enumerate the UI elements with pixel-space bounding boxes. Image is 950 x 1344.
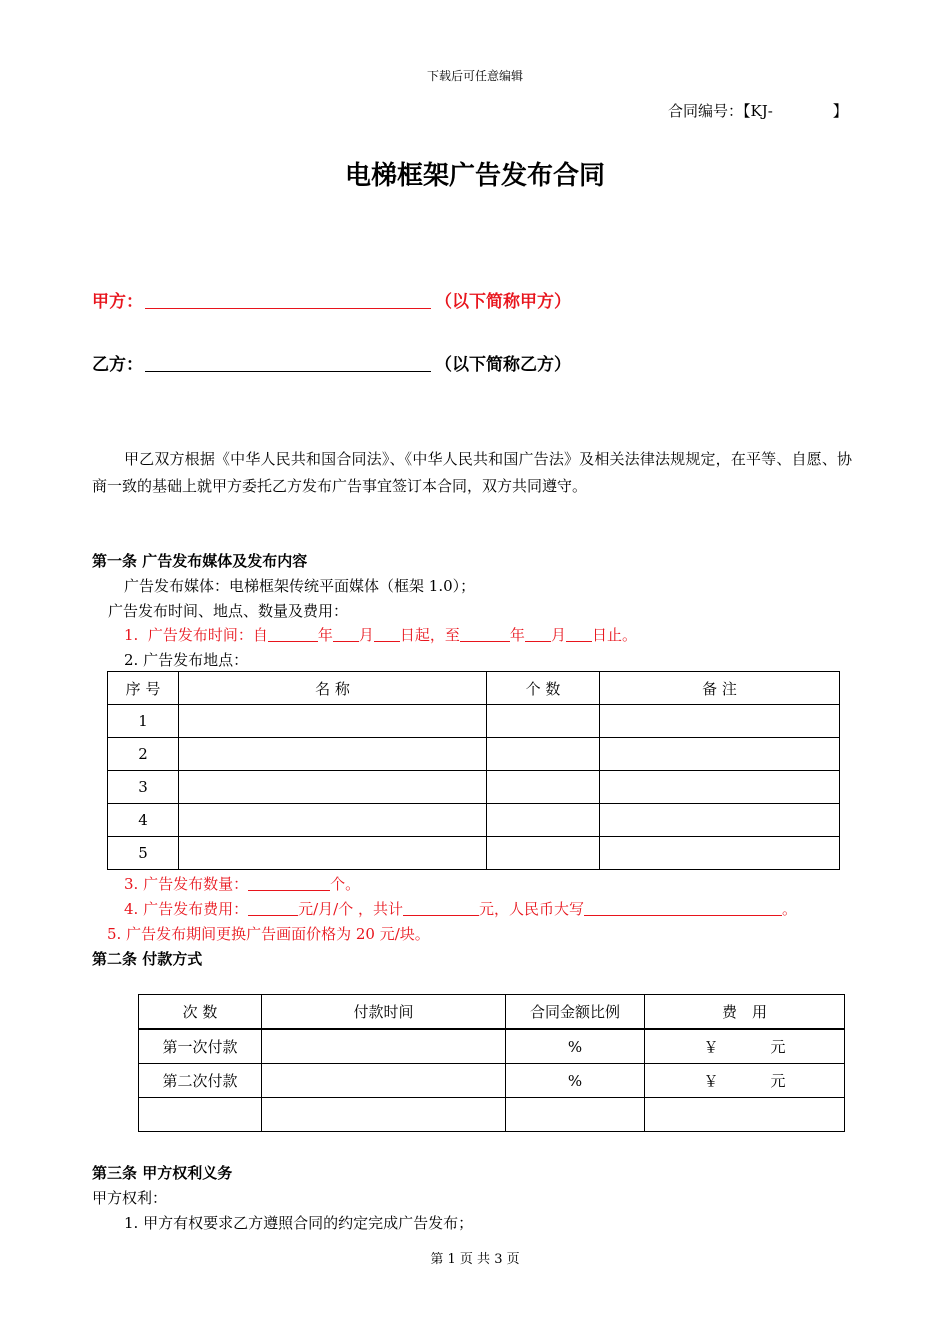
item1-num: 1. [124, 626, 139, 644]
article1-media: 广告发布媒体：电梯框架传统平面媒体（框架 1.0）； [124, 577, 476, 595]
col-header-fee: 费 用 [645, 995, 845, 1030]
row-seq: 5 [108, 837, 179, 870]
item3-b: 个。 [330, 875, 361, 893]
table-row [108, 771, 840, 804]
location-table-header [108, 672, 840, 705]
payment-time-cell[interactable] [262, 1098, 506, 1132]
col-header-remark: 备 注 [600, 672, 840, 705]
item1-blank-year1 [268, 627, 318, 642]
name-cell[interactable] [179, 804, 487, 837]
table-row [139, 1064, 845, 1098]
item4-b: 元/月/个 ，共计 [298, 900, 403, 918]
item4-a: 4. 广告发布费用： [124, 900, 249, 918]
table-row [108, 837, 840, 870]
name-cell[interactable] [179, 738, 487, 771]
item1-b: 年 [317, 626, 333, 644]
contract-number: 合同编号：【KJ- 】 [668, 102, 848, 120]
name-cell[interactable] [179, 771, 487, 804]
article1-item2: 2. 广告发布地点： [124, 651, 249, 669]
table-row [108, 705, 840, 738]
payment-table [138, 994, 845, 1132]
count-cell[interactable] [487, 738, 600, 771]
item3-blank [248, 876, 330, 891]
item3-a: 3. 广告发布数量： [124, 875, 249, 893]
item1-blank-year2 [460, 627, 510, 642]
col-header-seq: 序 号 [108, 672, 179, 705]
page-footer: 第 1 页 共 3 页 [430, 1252, 520, 1267]
article3-heading: 第三条 甲方权利义务 [92, 1164, 233, 1182]
remark-cell[interactable] [600, 804, 840, 837]
item1-blank-day1 [374, 627, 400, 642]
item1-blank-month2 [525, 627, 551, 642]
intro-paragraph: 甲乙双方根据《中华人民共和国合同法》、《中华人民共和国广告法》及相关法律法规规定，在平等、自愿、协商一致的基础上就甲方委托乙方发布广告事宜签订本合同，双方共同遵守。 [92, 450, 852, 495]
location-table [107, 671, 840, 870]
table-row [139, 1098, 845, 1132]
payment-label: 第二次付款 [139, 1064, 262, 1098]
name-cell[interactable] [179, 705, 487, 738]
row-seq: 1 [108, 705, 179, 738]
payment-label-empty[interactable] [139, 1098, 262, 1132]
payment-percent-cell[interactable] [506, 1098, 645, 1132]
article3-rights: 甲方权利： [92, 1189, 168, 1207]
article2-heading: 第二条 付款方式 [92, 950, 203, 968]
item1-a: 广告发布时间：自 [147, 626, 268, 644]
article1-heading: 第一条 广告发布媒体及发布内容 [92, 552, 308, 570]
item1-blank-month1 [333, 627, 359, 642]
count-cell[interactable] [487, 705, 600, 738]
payment-percent-cell[interactable]: % [506, 1064, 645, 1098]
col-header-ratio: 合同金额比例 [506, 995, 645, 1030]
item1-c: 月 [358, 626, 374, 644]
payment-fee-cell[interactable] [645, 1064, 845, 1098]
remark-cell[interactable] [600, 705, 840, 738]
row-seq: 3 [108, 771, 179, 804]
page-title: 电梯框架广告发布合同 [344, 161, 605, 191]
article3-item1: 1. 甲方有权要求乙方遵照合同的约定完成广告发布； [124, 1214, 474, 1232]
payment-time-cell[interactable] [262, 1029, 506, 1064]
table-row [108, 804, 840, 837]
col-header-name: 名 称 [179, 672, 487, 705]
col-header-times: 次 数 [139, 995, 262, 1030]
name-cell[interactable] [179, 837, 487, 870]
party-b-label: 乙方： [92, 355, 143, 375]
party-a-line [92, 287, 571, 312]
party-b-line [92, 350, 571, 375]
remark-cell[interactable] [600, 771, 840, 804]
item1-g: 日止。 [591, 626, 637, 644]
col-header-pay-time: 付款时间 [262, 995, 506, 1030]
yuan-unit: 元 [770, 1072, 786, 1090]
party-a-suffix: （以下简称甲方） [435, 292, 571, 312]
payment-fee-cell[interactable] [645, 1098, 845, 1132]
header-note: 下载后可任意编辑 [426, 69, 523, 83]
party-a-blank [145, 292, 431, 309]
item4-blank-total [403, 901, 479, 916]
payment-percent-cell[interactable]: % [506, 1029, 645, 1064]
yen-sign: ￥ [703, 1072, 719, 1090]
row-seq: 2 [108, 738, 179, 771]
payment-time-cell[interactable] [262, 1064, 506, 1098]
item1-f: 月 [550, 626, 566, 644]
payment-table-header [139, 995, 845, 1030]
article1-item3 [124, 873, 360, 894]
payment-fee-cell[interactable] [645, 1029, 845, 1064]
item4-d: 。 [782, 900, 798, 918]
party-a-label: 甲方： [92, 292, 143, 312]
payment-label: 第一次付款 [139, 1029, 262, 1064]
count-cell[interactable] [487, 771, 600, 804]
item1-d: 日起，至 [399, 626, 460, 644]
article1-item4 [124, 898, 797, 919]
item4-blank-capital [584, 901, 782, 916]
count-cell[interactable] [487, 804, 600, 837]
item1-blank-day2 [566, 627, 592, 642]
remark-cell[interactable] [600, 837, 840, 870]
item1-e: 年 [509, 626, 525, 644]
item4-blank-unit [248, 901, 298, 916]
row-seq: 4 [108, 804, 179, 837]
yuan-unit: 元 [770, 1038, 786, 1056]
party-b-suffix: （以下简称乙方） [435, 355, 571, 375]
article1-item1 [124, 624, 637, 645]
item4-c: 元，人民币大写 [478, 900, 584, 918]
table-row [108, 738, 840, 771]
col-header-count: 个 数 [487, 672, 600, 705]
article1-item5: 5. 广告发布期间更换广告画面价格为 20 元/块。 [107, 925, 430, 943]
count-cell[interactable] [487, 837, 600, 870]
table-row [139, 1029, 845, 1064]
yen-sign: ￥ [703, 1038, 719, 1056]
party-b-blank [145, 355, 431, 372]
remark-cell[interactable] [600, 738, 840, 771]
article1-scope: 广告发布时间、地点、数量及费用： [108, 602, 349, 620]
